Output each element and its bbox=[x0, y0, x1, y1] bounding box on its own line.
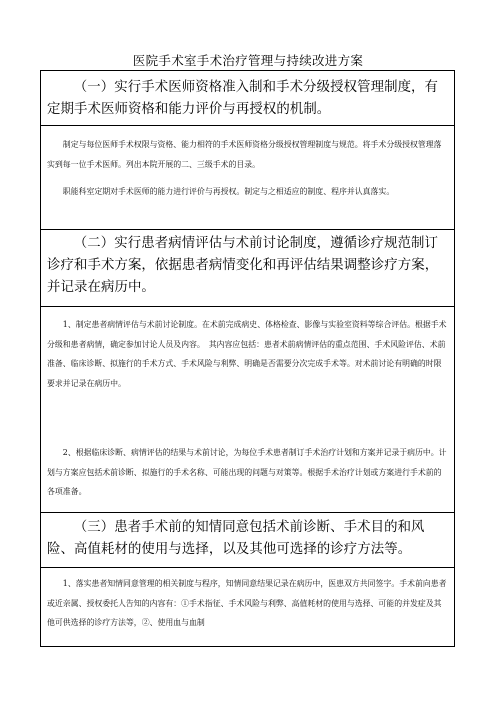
section-1-heading: （一）实行手术医师资格准入制和手术分级授权管理制度，有定期手术医师资格和能力评价与再授权的机制。 bbox=[47, 80, 439, 117]
section-1-paragraph-1: 制定与每位医师手术权限与资格、能力相符的手术医师资格分级授权管理制度与规范。将手术分级授权管理落实到每一位手术医师。列出本院开展的二、三级手术的目录。 bbox=[47, 140, 442, 169]
section-3-top-divider bbox=[41, 512, 454, 513]
section-2-paragraph-2: 2、根据临床诊断、病情评估的结果与术前讨论，为每位手术患者制订手术治疗计划和方案并记录于病历中。计划与方案应包括术前诊断、拟施行的手术名称、可能出现的问题与对策等。根据手术治疗计划或方案进行手术前的各项准备。 bbox=[47, 448, 447, 496]
section-3-divider bbox=[41, 567, 454, 568]
document-title: 医院手术室手术治疗管理与持续改进方案 bbox=[132, 53, 364, 68]
section-1-paragraph-2: 职能科室定期对手术医师的能力进行评价与再授权。制定与之相适应的制度、程序并认真落实。 bbox=[62, 187, 395, 196]
section-3-paragraph-1: 1、落实患者知情同意管理的相关制度与程序，知情同意结果记录在病历中，医患双方共同签字。手术前向患者或近亲属、授权委托人告知的内容有：①手术指征、手术风险与利弊、高值耗材的使用与选择、可能的并发症及其他可供选择的诊疗方法等，②、使用血与血制 bbox=[47, 579, 447, 627]
section-1-divider bbox=[41, 125, 454, 126]
section-2-heading: （二）实行患者病情评估与术前讨论制度，遵循诊疗规范制订诊疗和手术方案，依据患者病情变化和再评估结果调整诊疗方案，并记录在病历中。 bbox=[47, 236, 439, 295]
section-2-divider bbox=[41, 306, 454, 307]
content-table bbox=[40, 70, 455, 647]
section-2-paragraph-1: 1、制定患者病情评估与术前讨论制度。在术前完成病史、体格检查、影像与实验室资料等综合评估。根据手术分级和患者病情，确定参加讨论人员及内容。 其内容应包括：患者术前病情评估的重点范围、手术风险评估、术前准备、临床诊断、拟施行的手术方式、手术风险与利弊、明确是否需要分次完成手术等。对术前讨论有明确的时限要求并记录在病历中。 bbox=[47, 320, 447, 388]
section-3-heading: （三）患者手术前的知情同意包括术前诊断、手术目的和风险、高值耗材的使用与选择，以及其他可选择的诊疗方法等。 bbox=[47, 520, 425, 557]
section-2-top-divider bbox=[41, 229, 454, 230]
